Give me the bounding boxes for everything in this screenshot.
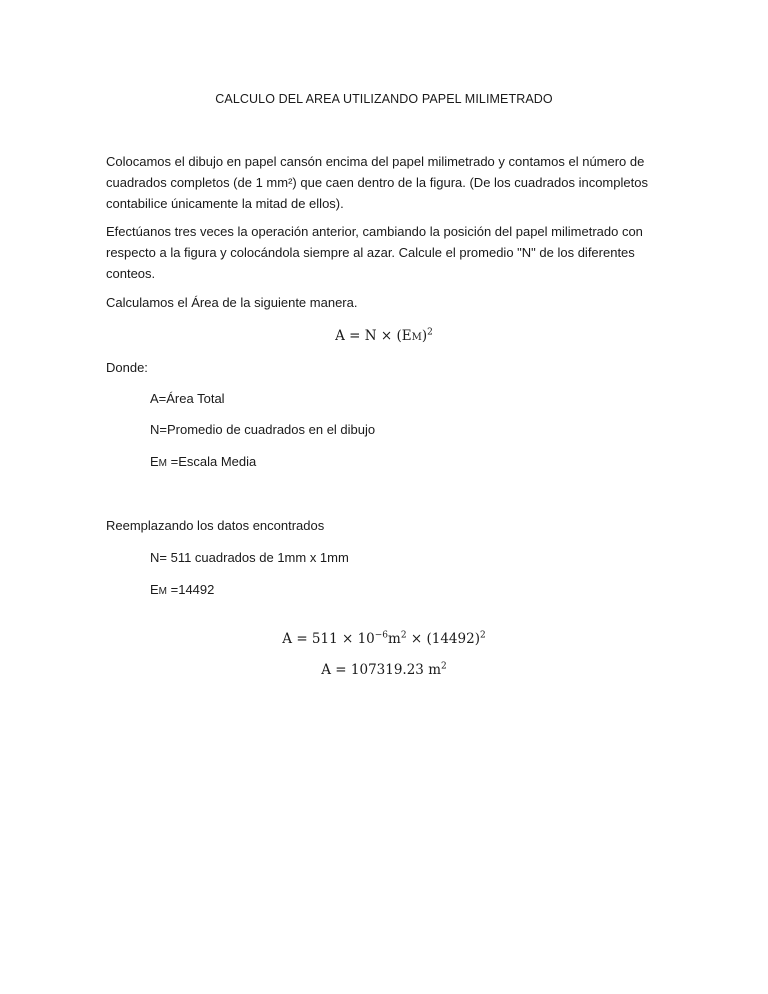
document-title: CALCULO DEL AREA UTILIZANDO PAPEL MILIMETRADO xyxy=(215,92,553,106)
paragraph-procedure: Colocamos el dibujo en papel cansón encima del papel milimetrado y contamos el número de cuadrados completos (de 1 mm²) que caen dentro de la figura. (De los cuadrados incompletos contabilice únicamente la mitad de ellos). xyxy=(106,154,648,211)
definition-a: A=Área Total xyxy=(150,391,225,406)
formula-area-lhs: A = N × (E xyxy=(335,328,412,344)
formula-result-part1: A = 107319.23 m xyxy=(321,662,441,678)
value-n: N= 511 cuadrados de 1mm x 1mm xyxy=(150,550,349,565)
definition-em-sub: M xyxy=(158,458,168,469)
formula-area-close: ) xyxy=(421,328,428,344)
formula-sub-part1: A = 511 × 10 xyxy=(282,631,375,647)
formula-sub-part2: m xyxy=(388,631,401,647)
definition-em-rest: =Escala Media xyxy=(167,454,257,469)
formula-sub-exp2: 2 xyxy=(400,630,407,641)
paragraph-repetition: Efectúanos tres veces la operación anterior, cambiando la posición del papel milimetrado con respecto a la figura y colocándola siempre al azar. Calcule el promedio "N" de los diferentes conteos. xyxy=(106,224,643,281)
definition-em xyxy=(150,451,650,474)
formula-substitution xyxy=(0,629,768,650)
formula-area xyxy=(0,326,768,348)
value-em xyxy=(150,579,650,602)
definition-em-letter: E xyxy=(150,454,159,469)
formula-result xyxy=(0,660,768,681)
value-em-rest: =14492 xyxy=(167,582,215,597)
label-donde: Donde: xyxy=(106,360,148,375)
paragraph-reemplazando: Reemplazando los datos encontrados xyxy=(106,518,325,533)
formula-sub-part3: × (14492) xyxy=(406,631,480,647)
value-em-letter: E xyxy=(150,582,159,597)
definition-n: N=Promedio de cuadrados en el dibujo xyxy=(150,422,376,437)
paragraph-area-intro: Calculamos el Área de la siguiente manera. xyxy=(106,295,358,310)
formula-result-exp: 2 xyxy=(441,661,447,672)
formula-area-exp: 2 xyxy=(427,327,433,338)
formula-area-sub: M xyxy=(411,332,422,343)
formula-sub-exp1: −6 xyxy=(374,630,389,641)
formula-sub-exp3: 2 xyxy=(479,630,486,641)
value-em-sub: M xyxy=(158,586,168,597)
